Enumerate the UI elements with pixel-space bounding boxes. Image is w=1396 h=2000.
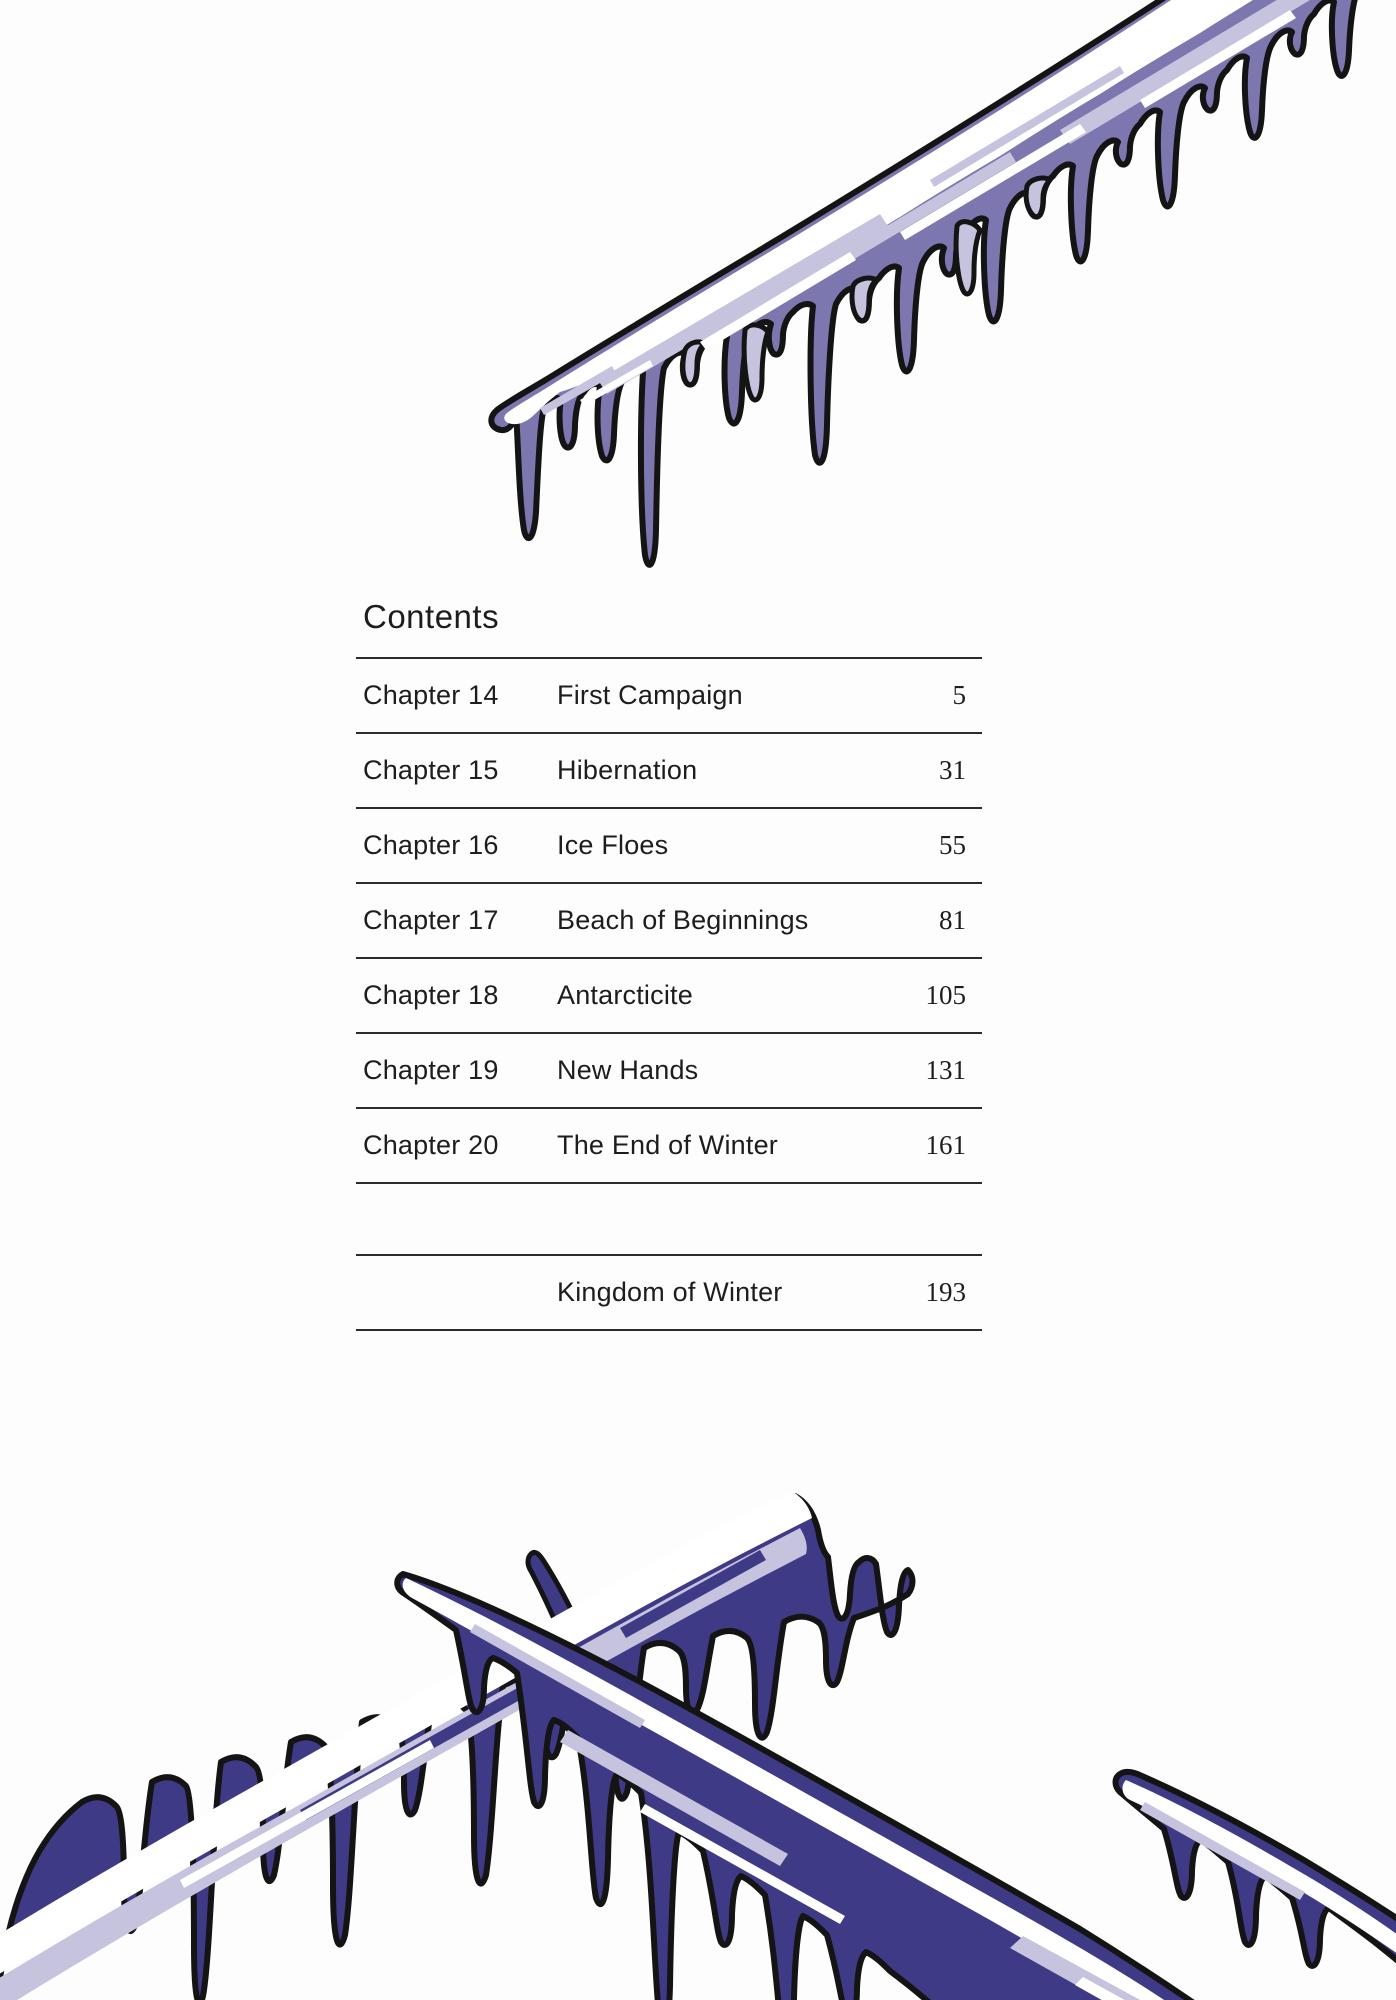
chapter-title: Hibernation xyxy=(557,754,698,785)
table-row xyxy=(356,1109,982,1184)
table-row-bonus xyxy=(356,1256,982,1331)
table-row xyxy=(356,809,982,884)
chapter-label: Chapter 14 xyxy=(363,679,499,710)
chapter-label: Chapter 20 xyxy=(363,1129,499,1160)
chapter-title: Ice Floes xyxy=(557,829,669,860)
table-row xyxy=(356,884,982,959)
page-number: 131 xyxy=(925,1054,966,1085)
top-icicle-artwork xyxy=(0,0,1396,600)
page-number: 161 xyxy=(925,1129,966,1160)
table-row xyxy=(356,1034,982,1109)
page-number: 193 xyxy=(925,1276,966,1307)
chapter-title: The End of Winter xyxy=(557,1129,778,1160)
chapter-label: Chapter 19 xyxy=(363,1054,499,1085)
chapter-title: Beach of Beginnings xyxy=(557,904,809,935)
chapter-label: Chapter 15 xyxy=(363,754,499,785)
chapter-title: Kingdom of Winter xyxy=(557,1276,783,1307)
chapter-label: Chapter 16 xyxy=(363,829,499,860)
contents-table xyxy=(356,657,982,1331)
chapter-title: Antarcticite xyxy=(557,979,693,1010)
chapter-label: Chapter 18 xyxy=(363,979,499,1010)
table-row xyxy=(356,959,982,1034)
table-row xyxy=(356,734,982,809)
chapter-label: Chapter 17 xyxy=(363,904,499,935)
page-number: 105 xyxy=(925,979,966,1010)
page-number: 81 xyxy=(939,904,966,935)
page-number: 55 xyxy=(939,829,966,860)
page-title: Contents xyxy=(363,598,500,635)
chapter-title: New Hands xyxy=(557,1054,699,1085)
table-spacer-row xyxy=(356,1184,982,1256)
page-number: 31 xyxy=(939,754,966,785)
chapter-title: First Campaign xyxy=(557,679,743,710)
contents-section xyxy=(356,598,982,1331)
bottom-icicle-artwork xyxy=(0,1480,1396,2000)
table-row xyxy=(356,659,982,734)
page-number: 5 xyxy=(952,679,966,710)
